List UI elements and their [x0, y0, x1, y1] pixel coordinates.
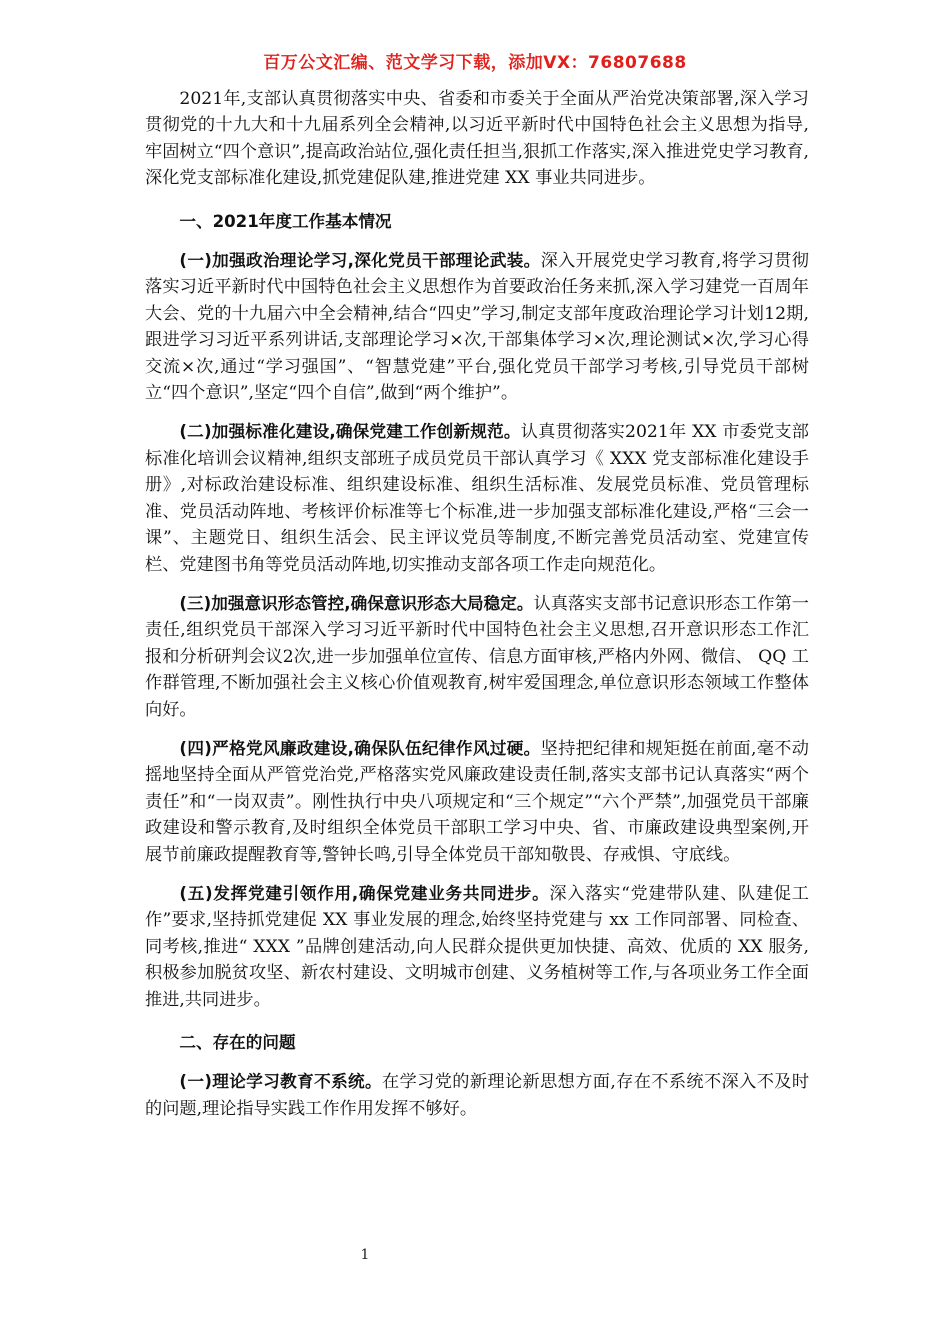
paragraph-lead: (五)发挥党建引领作用,确保党建业务共同进步。 [179, 883, 550, 903]
paragraph-body: 认真落实支部书记意识形态工作第一责任,组织党员干部深入学习习近平新时代中国特色社会主义思想,召开意识形态工作汇报和分析研判会议2次,进一步加强单位宣传、信息方面审核,严格内外网、微信、 QQ 工作群管理,不断加强社会主义核心价值观教育,树牢爱国理念,单位意识形态领域工作整体向好。 [145, 593, 809, 720]
paragraph-body: 深入开展党史学习教育,将学习贯彻落实习近平新时代中国特色社会主义思想作为首要政治任务来抓,深入学习建党一百周年大会、党的十九届六中全会精神,结合“四史”学习,制定支部年度政治理论学习计划12期,跟进学习习近平系列讲话,支部理论学习×次,干部集体学习×次,理论测试×次,学习心得交流×次,通过“学习强国”、“智慧党建”平台,强化党员干部学习考核,引导党员干部树立“四个意识”,坚定“四个自信”,做到“两个维护”。 [145, 251, 809, 404]
section-heading-1-text: 一、2021年度工作基本情况 [179, 211, 392, 231]
section-heading-2 [145, 1030, 809, 1056]
paragraph-lead: (一)加强政治理论学习,深化党员干部理论武装。 [179, 251, 541, 271]
page-number: 1 [360, 1247, 370, 1263]
section-heading-2-text: 二、存在的问题 [179, 1033, 296, 1052]
paragraph-2-1 [145, 1069, 809, 1122]
paragraph-body: 坚持把纪律和规矩挺在前面,毫不动摇地坚持全面从严管党治党,严格落实党风廉政建设责任制,落实支部书记认真落实“两个责任”和“一岗双责”。刚性执行中央八项规定和“三个规定”“六个严禁”,加强党员干部廉政建设和警示教育,及时组织全体党员干部职工学习中央、省、市廉政建设典型案例,开展节前廉政提醒教育等,警钟长鸣,引导全体党员干部知敬畏、存戒惧、守底线。 [145, 738, 809, 865]
document-body [145, 86, 809, 1122]
paragraph-1-1 [145, 248, 809, 406]
watermark-header: 百万公文汇编、范文学习下载，添加VX：76807688 [263, 53, 687, 73]
paragraph-lead: (二)加强标准化建设,确保党建工作创新规范。 [179, 422, 521, 442]
paragraph-lead: (三)加强意识形态管控,确保意识形态大局稳定。 [179, 593, 534, 613]
paragraph-body: 在学习党的新理论新思想方面,存在不系统不深入不及时的问题,理论指导实践工作作用发挥不够好。 [145, 1072, 810, 1119]
paragraph-1-2 [145, 419, 809, 577]
paragraph-lead: (一)理论学习教育不系统。 [179, 1072, 382, 1092]
paragraph-1-4 [145, 736, 809, 868]
paragraph-lead: (四)严格党风廉政建设,确保队伍纪律作风过硬。 [179, 738, 541, 758]
paragraph-1-3 [145, 591, 809, 723]
paragraph-body: 认真贯彻落实2021年 XX 市委党支部标准化培训会议精神,组织支部班子成员党员干部认真学习《 XXX 党支部标准化建设手册》,对标政治建设标准、组织建设标准、组织生活标准、发展党员标准、党员管理标准、党员活动阵地、考核评价标准等七个标准,进一步加强支部标准化建设,严格“三会一课”、主题党日、组织生活会、民主评议党员等制度,不断完善党员活动室、党建宣传栏、党建图书角等党员活动阵地,切实推动支部各项工作走向规范化。 [145, 422, 809, 575]
intro-paragraph: 2021年,支部认真贯彻落实中央、省委和市委关于全面从严治党决策部署,深入学习贯彻党的十九大和十九届系列全会精神,以习近平新时代中国特色社会主义思想为指导,牢固树立“四个意识”,提高政治站位,强化责任担当,狠抓工作落实,深入推进党史学习教育,深化党支部标准化建设,抓党建促队建,推进党建 XX 事业共同进步。 [145, 89, 809, 189]
section-heading-1 [145, 209, 809, 235]
paragraph-1-5 [145, 881, 809, 1013]
paragraph-body: 深入落实“党建带队建、队建促工作”要求,坚持抓党建促 XX 事业发展的理念,始终坚持党建与 xx 工作同部署、同检查、同考核,推进“ XXX ”品牌创建活动,向人民群众提供更加快捷、高效、优质的 XX 服务,积极参加脱贫攻坚、新农村建设、文明城市创建、义务植树等工作,与各项业务工作全面推进,共同进步。 [145, 883, 809, 1010]
